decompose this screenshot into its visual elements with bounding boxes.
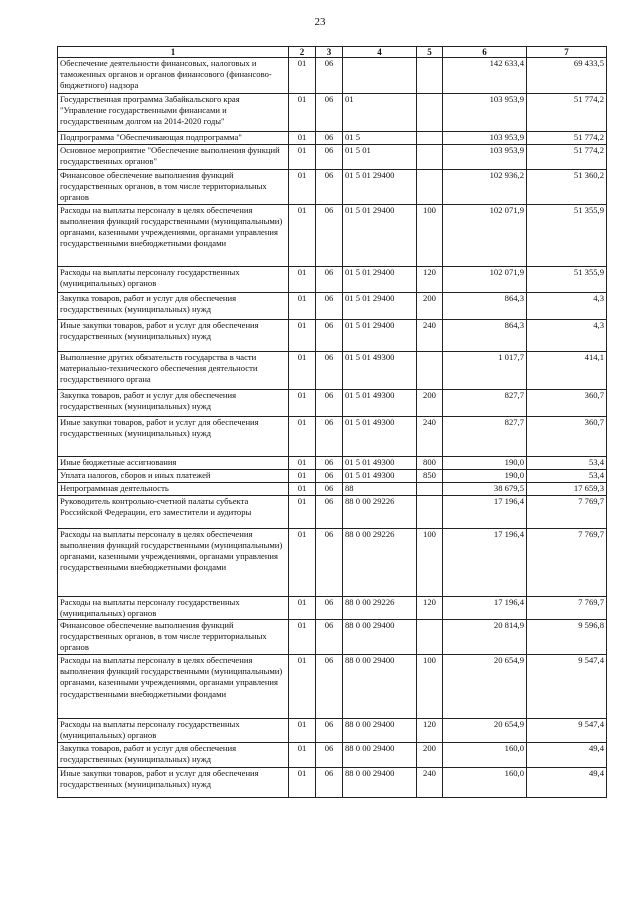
section-code-cell: 01 xyxy=(289,292,316,319)
section-code-cell: 01 xyxy=(289,170,316,205)
subsection-code-cell: 06 xyxy=(316,319,343,351)
subsection-code-cell: 06 xyxy=(316,416,343,456)
section-code-cell: 01 xyxy=(289,596,316,619)
amount-plan-cell: 38 679,5 xyxy=(443,482,527,495)
target-article-cell: 01 5 01 29400 xyxy=(343,170,417,205)
expense-type-cell: 240 xyxy=(417,319,443,351)
column-header: 4 xyxy=(343,47,417,58)
amount-plan-cell: 190,0 xyxy=(443,469,527,482)
subsection-code-cell: 06 xyxy=(316,389,343,416)
amount-plan-cell: 1 017,7 xyxy=(443,351,527,389)
target-article-cell: 01 xyxy=(343,94,417,132)
page-number: 23 xyxy=(314,16,326,28)
expense-type-cell xyxy=(417,482,443,495)
amount-plan-cell: 160,0 xyxy=(443,768,527,798)
section-code-cell: 01 xyxy=(289,743,316,768)
target-article-cell xyxy=(343,58,417,94)
target-article-cell: 88 0 00 29226 xyxy=(343,596,417,619)
table-row xyxy=(58,145,607,170)
target-article-cell: 01 5 01 29400 xyxy=(343,319,417,351)
expense-type-cell: 200 xyxy=(417,389,443,416)
amount-plan-cell: 102 936,2 xyxy=(443,170,527,205)
subsection-code-cell: 06 xyxy=(316,132,343,145)
target-article-cell: 88 xyxy=(343,482,417,495)
section-code-cell: 01 xyxy=(289,351,316,389)
table-row xyxy=(58,596,607,619)
row-name-cell: Расходы на выплаты персоналу государственных (муниципальных) органов xyxy=(58,266,289,292)
section-code-cell: 01 xyxy=(289,528,316,596)
expense-type-cell: 800 xyxy=(417,456,443,469)
amount-actual-cell: 49,4 xyxy=(527,743,607,768)
amount-actual-cell: 9 596,8 xyxy=(527,620,607,655)
table-row xyxy=(58,58,607,94)
subsection-code-cell: 06 xyxy=(316,58,343,94)
amount-plan-cell: 190,0 xyxy=(443,456,527,469)
expense-type-cell: 240 xyxy=(417,768,443,798)
target-article-cell: 01 5 01 29400 xyxy=(343,204,417,266)
section-code-cell: 01 xyxy=(289,482,316,495)
amount-actual-cell: 69 433,5 xyxy=(527,58,607,94)
amount-plan-cell: 20 814,9 xyxy=(443,620,527,655)
row-name-cell: Иные закупки товаров, работ и услуг для обеспечения государственных (муниципальных) нужд xyxy=(58,319,289,351)
table-row xyxy=(58,389,607,416)
row-name-cell: Расходы на выплаты персоналу в целях обеспечения выполнения функций государственными (муниципальными) органами, казенными учреждениями, органами управления государственными внебюджетными фондами xyxy=(58,655,289,719)
amount-plan-cell: 864,3 xyxy=(443,292,527,319)
section-code-cell: 01 xyxy=(289,389,316,416)
subsection-code-cell: 06 xyxy=(316,292,343,319)
row-name-cell: Государственная программа Забайкальского края "Управление государственными финансами и государственным долгом на 2014-2020 годы" xyxy=(58,94,289,132)
table-row xyxy=(58,319,607,351)
amount-plan-cell: 864,3 xyxy=(443,319,527,351)
target-article-cell: 88 0 00 29400 xyxy=(343,768,417,798)
table-row xyxy=(58,768,607,798)
expense-type-cell: 200 xyxy=(417,743,443,768)
expense-type-cell xyxy=(417,94,443,132)
target-article-cell: 88 0 00 29400 xyxy=(343,719,417,743)
target-article-cell: 88 0 00 29400 xyxy=(343,655,417,719)
amount-plan-cell: 103 953,9 xyxy=(443,132,527,145)
amount-actual-cell: 4,3 xyxy=(527,292,607,319)
amount-plan-cell: 160,0 xyxy=(443,743,527,768)
table-row xyxy=(58,620,607,655)
subsection-code-cell: 06 xyxy=(316,145,343,170)
target-article-cell: 01 5 01 49300 xyxy=(343,456,417,469)
expense-type-cell: 100 xyxy=(417,528,443,596)
row-name-cell: Финансовое обеспечение выполнения функций государственных органов, в том числе территориальных органов xyxy=(58,620,289,655)
table-row xyxy=(58,292,607,319)
amount-actual-cell: 51 355,9 xyxy=(527,266,607,292)
target-article-cell: 88 0 00 29226 xyxy=(343,495,417,528)
amount-plan-cell: 17 196,4 xyxy=(443,495,527,528)
subsection-code-cell: 06 xyxy=(316,719,343,743)
subsection-code-cell: 06 xyxy=(316,351,343,389)
table-row xyxy=(58,528,607,596)
amount-actual-cell: 53,4 xyxy=(527,456,607,469)
amount-actual-cell: 51 360,2 xyxy=(527,170,607,205)
column-header: 2 xyxy=(289,47,316,58)
subsection-code-cell: 06 xyxy=(316,495,343,528)
column-header: 1 xyxy=(58,47,289,58)
target-article-cell: 88 0 00 29400 xyxy=(343,743,417,768)
amount-actual-cell: 51 355,9 xyxy=(527,204,607,266)
amount-actual-cell: 4,3 xyxy=(527,319,607,351)
subsection-code-cell: 06 xyxy=(316,456,343,469)
target-article-cell: 01 5 01 49300 xyxy=(343,416,417,456)
table-header-row xyxy=(58,47,607,58)
row-name-cell: Финансовое обеспечение выполнения функций государственных органов, в том числе территориальных органов xyxy=(58,170,289,205)
target-article-cell: 01 5 01 xyxy=(343,145,417,170)
section-code-cell: 01 xyxy=(289,768,316,798)
expense-type-cell: 200 xyxy=(417,292,443,319)
expense-type-cell xyxy=(417,620,443,655)
table-row xyxy=(58,655,607,719)
section-code-cell: 01 xyxy=(289,94,316,132)
section-code-cell: 01 xyxy=(289,495,316,528)
amount-plan-cell: 142 633,4 xyxy=(443,58,527,94)
table-row xyxy=(58,482,607,495)
column-header: 7 xyxy=(527,47,607,58)
column-header: 6 xyxy=(443,47,527,58)
table-row xyxy=(58,170,607,205)
column-header: 5 xyxy=(417,47,443,58)
section-code-cell: 01 xyxy=(289,319,316,351)
section-code-cell: 01 xyxy=(289,620,316,655)
amount-actual-cell: 360,7 xyxy=(527,389,607,416)
amount-plan-cell: 103 953,9 xyxy=(443,94,527,132)
row-name-cell: Выполнение других обязательств государства в части материально-технического обеспечения деятельности государственного органа xyxy=(58,351,289,389)
amount-actual-cell: 51 774,2 xyxy=(527,94,607,132)
expense-type-cell: 240 xyxy=(417,416,443,456)
row-name-cell: Обеспечение деятельности финансовых, налоговых и таможенных органов и органов финансового (финансово-бюджетного) надзора xyxy=(58,58,289,94)
subsection-code-cell: 06 xyxy=(316,743,343,768)
row-name-cell: Закупка товаров, работ и услуг для обеспечения государственных (муниципальных) нужд xyxy=(58,292,289,319)
subsection-code-cell: 06 xyxy=(316,620,343,655)
expense-type-cell: 120 xyxy=(417,266,443,292)
section-code-cell: 01 xyxy=(289,58,316,94)
amount-plan-cell: 102 071,9 xyxy=(443,266,527,292)
table-row xyxy=(58,416,607,456)
expense-type-cell xyxy=(417,351,443,389)
amount-actual-cell: 51 774,2 xyxy=(527,132,607,145)
subsection-code-cell: 06 xyxy=(316,596,343,619)
amount-actual-cell: 9 547,4 xyxy=(527,719,607,743)
amount-actual-cell: 49,4 xyxy=(527,768,607,798)
amount-actual-cell: 360,7 xyxy=(527,416,607,456)
expense-type-cell: 850 xyxy=(417,469,443,482)
row-name-cell: Иные закупки товаров, работ и услуг для обеспечения государственных (муниципальных) нужд xyxy=(58,768,289,798)
row-name-cell: Закупка товаров, работ и услуг для обеспечения государственных (муниципальных) нужд xyxy=(58,389,289,416)
target-article-cell: 01 5 01 29400 xyxy=(343,292,417,319)
row-name-cell: Расходы на выплаты персоналу государственных (муниципальных) органов xyxy=(58,719,289,743)
amount-actual-cell: 17 659,3 xyxy=(527,482,607,495)
subsection-code-cell: 06 xyxy=(316,528,343,596)
column-header: 3 xyxy=(316,47,343,58)
expense-type-cell xyxy=(417,495,443,528)
target-article-cell: 88 0 00 29226 xyxy=(343,528,417,596)
target-article-cell: 01 5 01 29400 xyxy=(343,266,417,292)
table-row xyxy=(58,456,607,469)
table-row xyxy=(58,266,607,292)
expense-type-cell: 120 xyxy=(417,719,443,743)
row-name-cell: Иные закупки товаров, работ и услуг для обеспечения государственных (муниципальных) нужд xyxy=(58,416,289,456)
amount-plan-cell: 102 071,9 xyxy=(443,204,527,266)
table-row xyxy=(58,743,607,768)
target-article-cell: 01 5 01 49300 xyxy=(343,389,417,416)
subsection-code-cell: 06 xyxy=(316,94,343,132)
amount-actual-cell: 51 774,2 xyxy=(527,145,607,170)
row-name-cell: Закупка товаров, работ и услуг для обеспечения государственных (муниципальных) нужд xyxy=(58,743,289,768)
table-row xyxy=(58,351,607,389)
amount-actual-cell: 53,4 xyxy=(527,469,607,482)
row-name-cell: Руководитель контрольно-счетной палаты субъекта Российской Федерации, его заместители и аудиторы xyxy=(58,495,289,528)
amount-plan-cell: 103 953,9 xyxy=(443,145,527,170)
table-row xyxy=(58,495,607,528)
target-article-cell: 01 5 xyxy=(343,132,417,145)
table-row xyxy=(58,94,607,132)
row-name-cell: Расходы на выплаты персоналу государственных (муниципальных) органов xyxy=(58,596,289,619)
subsection-code-cell: 06 xyxy=(316,482,343,495)
amount-actual-cell: 7 769,7 xyxy=(527,528,607,596)
table-row xyxy=(58,204,607,266)
section-code-cell: 01 xyxy=(289,204,316,266)
expense-type-cell xyxy=(417,58,443,94)
row-name-cell: Подпрограмма "Обеспечивающая подпрограмма" xyxy=(58,132,289,145)
expense-type-cell xyxy=(417,170,443,205)
subsection-code-cell: 06 xyxy=(316,266,343,292)
amount-plan-cell: 20 654,9 xyxy=(443,719,527,743)
section-code-cell: 01 xyxy=(289,145,316,170)
section-code-cell: 01 xyxy=(289,266,316,292)
row-name-cell: Непрограммная деятельность xyxy=(58,482,289,495)
amount-plan-cell: 17 196,4 xyxy=(443,528,527,596)
amount-actual-cell: 7 769,7 xyxy=(527,495,607,528)
row-name-cell: Расходы на выплаты персоналу в целях обеспечения выполнения функций государственными (муниципальными) органами, казенными учреждениями, органами управления государственными внебюджетными фондами xyxy=(58,528,289,596)
expense-type-cell xyxy=(417,145,443,170)
section-code-cell: 01 xyxy=(289,456,316,469)
table-row xyxy=(58,469,607,482)
target-article-cell: 01 5 01 49300 xyxy=(343,469,417,482)
amount-actual-cell: 9 547,4 xyxy=(527,655,607,719)
subsection-code-cell: 06 xyxy=(316,469,343,482)
section-code-cell: 01 xyxy=(289,132,316,145)
row-name-cell: Уплата налогов, сборов и иных платежей xyxy=(58,469,289,482)
amount-plan-cell: 20 654,9 xyxy=(443,655,527,719)
expense-type-cell: 100 xyxy=(417,204,443,266)
amount-actual-cell: 414,1 xyxy=(527,351,607,389)
amount-plan-cell: 17 196,4 xyxy=(443,596,527,619)
subsection-code-cell: 06 xyxy=(316,768,343,798)
expense-type-cell xyxy=(417,132,443,145)
subsection-code-cell: 06 xyxy=(316,204,343,266)
subsection-code-cell: 06 xyxy=(316,655,343,719)
amount-actual-cell: 7 769,7 xyxy=(527,596,607,619)
amount-plan-cell: 827,7 xyxy=(443,389,527,416)
section-code-cell: 01 xyxy=(289,655,316,719)
row-name-cell: Иные бюджетные ассигнования xyxy=(58,456,289,469)
expense-type-cell: 120 xyxy=(417,596,443,619)
subsection-code-cell: 06 xyxy=(316,170,343,205)
section-code-cell: 01 xyxy=(289,416,316,456)
table-row xyxy=(58,719,607,743)
table-row xyxy=(58,132,607,145)
section-code-cell: 01 xyxy=(289,719,316,743)
row-name-cell: Расходы на выплаты персоналу в целях обеспечения выполнения функций государственными (муниципальными) органами, казенными учреждениями, органами управления государственными внебюджетными фондами xyxy=(58,204,289,266)
expense-type-cell: 100 xyxy=(417,655,443,719)
amount-plan-cell: 827,7 xyxy=(443,416,527,456)
target-article-cell: 88 0 00 29400 xyxy=(343,620,417,655)
budget-table xyxy=(57,46,607,798)
section-code-cell: 01 xyxy=(289,469,316,482)
target-article-cell: 01 5 01 49300 xyxy=(343,351,417,389)
row-name-cell: Основное мероприятие "Обеспечение выполнения функций государственных органов" xyxy=(58,145,289,170)
